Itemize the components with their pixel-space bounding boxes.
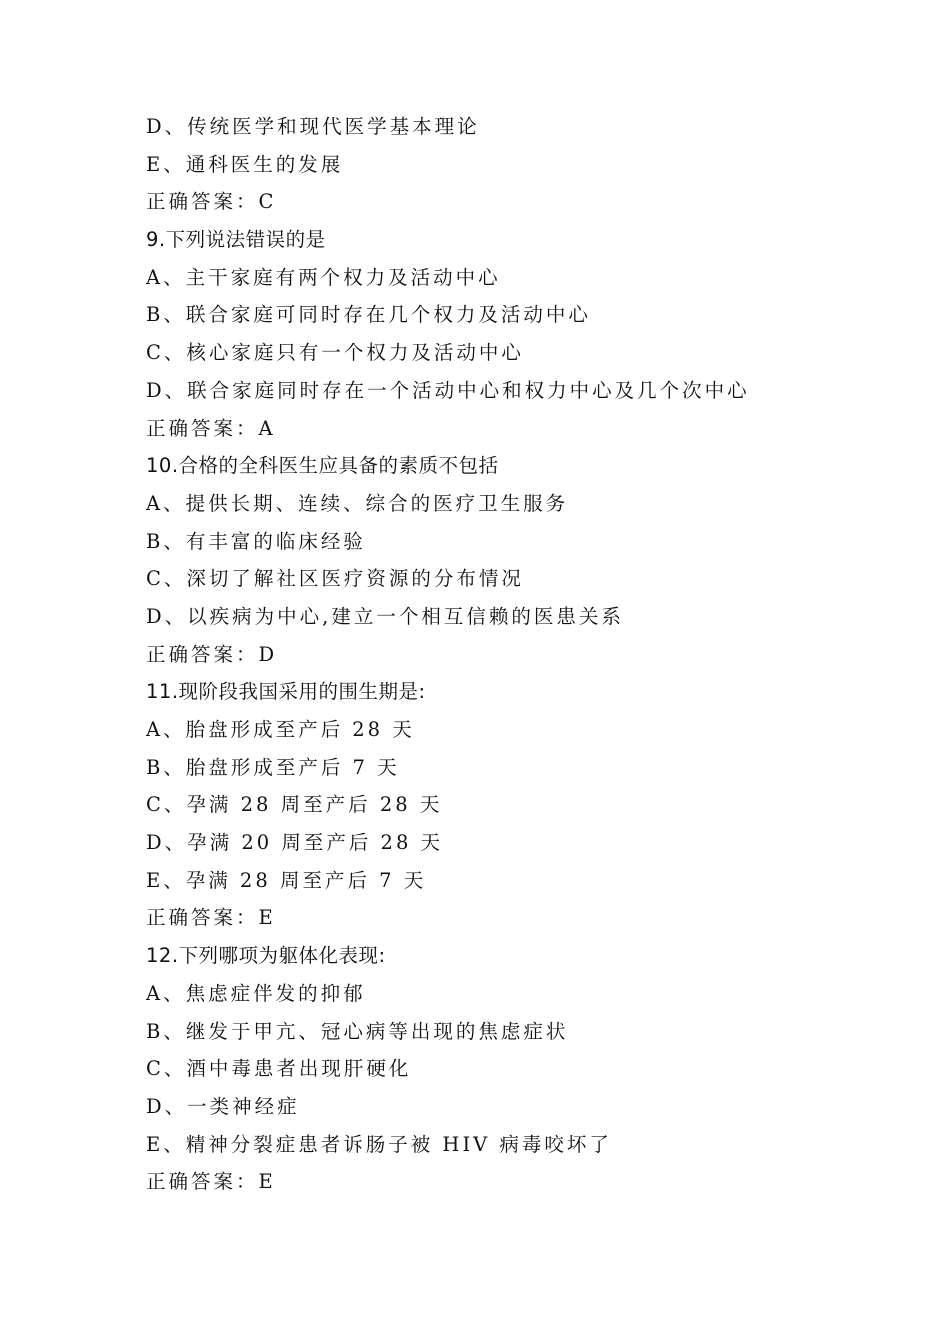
question-heading: 12.下列哪项为躯体化表现: [146,944,386,968]
option-line: C、深切了解社区医疗资源的分布情况 [146,567,524,591]
option-line: E、通科医生的发展 [146,152,344,176]
option-line: A、提供长期、连续、综合的医疗卫生服务 [146,491,569,515]
option-line: A、主干家庭有两个权力及活动中心 [146,265,501,289]
option-line: D、孕满 20 周至产后 28 天 [146,831,444,855]
answer-line: 正确答案：A [146,416,276,440]
option-line: A、胎盘形成至产后 28 天 [146,718,415,741]
option-line: D、联合家庭同时存在一个活动中心和权力中心及几个次中心 [146,378,750,402]
option-line: C、核心家庭只有一个权力及活动中心 [146,341,524,365]
question-heading: 11.现阶段我国采用的围生期是: [146,680,426,704]
option-line: B、继发于甲亢、冠心病等出现的焦虑症状 [146,1019,569,1043]
option-line: B、有丰富的临床经验 [146,529,366,553]
document-content [146,108,846,1201]
question-heading: 10.合格的全科医生应具备的素质不包括 [146,454,499,478]
option-line: C、孕满 28 周至产后 28 天 [146,793,443,817]
option-line: D、一类神经症 [146,1094,300,1118]
option-line: E、孕满 28 周至产后 7 天 [146,868,427,892]
answer-line: 正确答案：D [146,642,278,666]
answer-line: 正确答案：E [146,1170,276,1194]
answer-line: 正确答案：E [146,906,276,930]
answer-line: 正确答案：C [146,190,277,214]
option-line: A、焦虑症伴发的抑郁 [146,981,366,1005]
option-line: D、以疾病为中心,建立一个相互信赖的医患关系 [146,604,624,628]
option-line: D、传统医学和现代医学基本理论 [146,115,480,138]
question-heading: 9.下列说法错误的是 [146,228,326,252]
option-line: C、酒中毒患者出现肝硬化 [146,1057,412,1081]
option-line: E、精神分裂症患者诉肠子被 HIV 病毒咬坏了 [146,1132,612,1156]
option-line: B、胎盘形成至产后 7 天 [146,755,400,779]
option-line: B、联合家庭可同时存在几个权力及活动中心 [146,303,591,327]
